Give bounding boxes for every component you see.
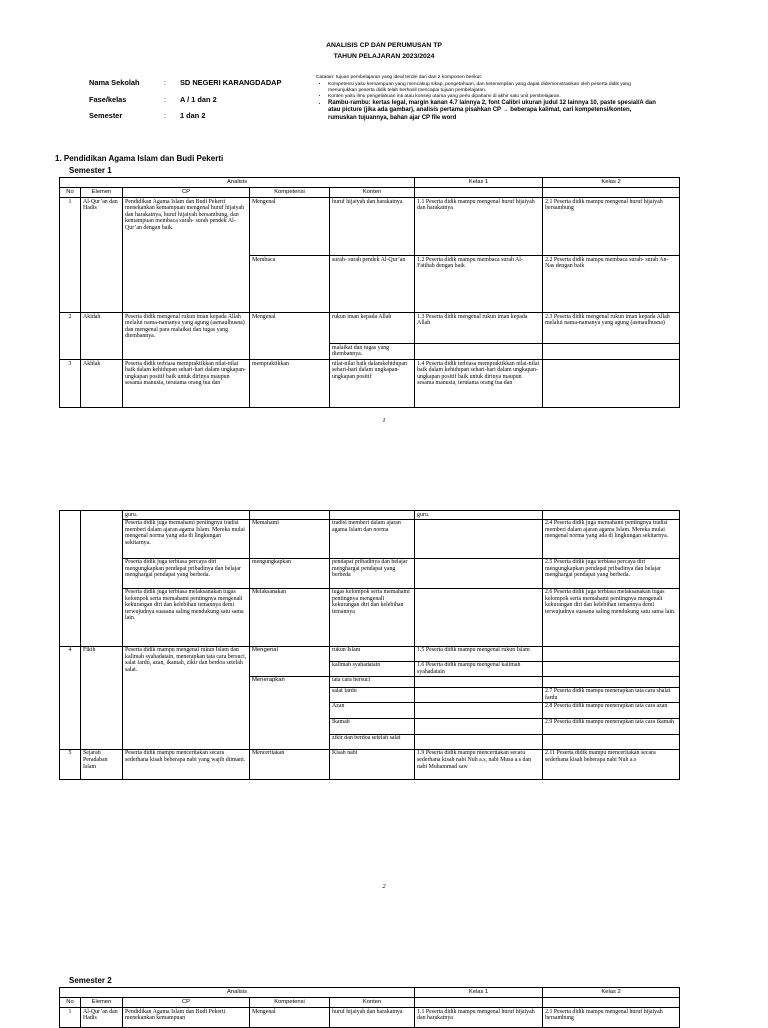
cp-analysis-table-page3	[59, 987, 680, 1028]
cp-analysis-table-page2	[59, 510, 680, 780]
cell-kelas-1	[415, 734, 543, 749]
section-heading: 1. Pendidikan Agama Islam dan Budi Pekerti	[55, 154, 224, 163]
header-kompetensi: Kompetensi	[250, 998, 330, 1008]
header-analisis: Analisis	[60, 178, 415, 188]
cell-no: 2	[60, 313, 81, 360]
header-konten: Konten	[330, 188, 415, 198]
cell-konten: huruf hijaiyah dan harakatnya	[330, 198, 415, 256]
cell-konten: malaikat dan tugas yang diembannya.	[330, 344, 415, 360]
cell-kelas-1: 1.6 Peserta didik mampu mengenal kalimah syahadatain	[415, 661, 543, 676]
cell-konten: zikir dan berdoa setelah salat	[330, 734, 415, 749]
cell-kelas-1: 1.9 Peserta didik mampu menceritakan secara sederhana kisah nabi Nuh a.s, nabi Musa a.s dan nabi Muhammad saw	[415, 749, 543, 779]
notes-item: • Konten yaitu ilmu pengetahuan inti atau konsep utama yang perlu dipahami di akhir satu unit pembelajaran.	[328, 94, 656, 100]
cell-kelas-2: 2.7 Peserta didik mampu menerapkan tata cara shalat fardu	[543, 687, 680, 702]
table-row	[60, 749, 680, 779]
notes-list	[316, 82, 656, 122]
cell-cp: Peserta didik mengenal rukun iman kepada Allah melalui nama-namanya yang agung (asmaulhusna) dan mengenal para malaikat dan tugas yang diembannya.	[123, 313, 250, 360]
cell-konten: rukun Islam	[330, 646, 415, 661]
cell-kelas-1	[415, 702, 543, 718]
info-label-semester: Semester	[89, 111, 123, 120]
cell-kompetensi: Memahami	[250, 519, 330, 558]
semester-2-label: Semester 2	[69, 976, 112, 985]
page-number: 2	[382, 883, 386, 890]
table-row	[60, 313, 680, 344]
table-row	[60, 519, 680, 558]
cell-no: 1	[60, 1008, 81, 1028]
semester-1-label: Semester 1	[69, 166, 112, 175]
cell-cp: guru.	[123, 511, 250, 520]
cell-kelas-1	[415, 718, 543, 734]
cell-konten: Ikamah	[330, 718, 415, 734]
info-label-phase: Fase/kelas	[89, 95, 127, 104]
cell-kelas-2: 2.11 Peserta didik mampu menceritakan secara sederhana kisah beberapa nabi Nuh a.s	[543, 749, 680, 779]
cell-kelas-1	[415, 687, 543, 702]
document-year: TAHUN PELAJARAN 2023/2024	[333, 53, 435, 60]
cell-kelas-2: 2.1 Peserta didik mampu mengenal huruf hijaiyah bersambung	[543, 198, 680, 256]
cell-kompetensi: Mengenal	[250, 198, 330, 256]
cell-kelas-2	[543, 661, 680, 676]
cell-kelas-1	[415, 676, 543, 687]
table-row	[60, 646, 680, 661]
cell-konten: tradisi memberi dalam ajaran agama Islam dan norma	[330, 519, 415, 558]
cell-kelas-1: 1.5 Peserta didik mampu mengenal rukun Islam	[415, 646, 543, 661]
cell-konten: salat fardu	[330, 687, 415, 702]
cell-cp: Peserta didik mampu mengenal rukun Islam dan kalimah syahadatain, menerapkan tata cara bersuci, salat fardu, azan, ikamah, zikir dan berdoa setelah salat.	[123, 646, 250, 749]
header-kelas-1: Kelas 1	[415, 988, 543, 998]
cell-kelas-2: 2.3 Peserta didik mengenal rukun iman kepada Allah melalui nama-namanya yang agung (asmaulhusna)	[543, 313, 680, 344]
cell-kelas-2: 2.5 Peserta didik juga terbiasa percaya diri mengungkapkan pendapat pribadinya dan belajar menghargai pendapat yang berbeda.	[543, 558, 680, 588]
notes-item: • Rambu-rambu: kertas legal, margin kanan 4.7 lainnya 2, font Calibri ukuran judul 12 lainnya 10, paste spesial/A dan atau picture (jika ada gambar), analisis pertama pisahkan CP → beberapa kalimat, cari kompetensi/konten, rumuskan tujuannya, bahan ajar CP file word	[328, 100, 656, 122]
table-row	[60, 558, 680, 588]
cell-konten: huruf hijaiyah dan harakatnya	[330, 1008, 415, 1028]
header-kompetensi: Kompetensi	[250, 188, 330, 198]
table-row	[60, 588, 680, 646]
cell-kelas-1: 1.2 Peserta didik mampu membaca surah Al-Fatihah dengan baik	[415, 256, 543, 313]
cell-kompetensi: mempraktikkan	[250, 360, 330, 408]
cell-kelas-1: 1.1 Peserta didik mampu mengenal huruf hijaiyah dan harakatnya	[415, 198, 543, 256]
header-kelas-2: Kelas 2	[543, 988, 680, 998]
header-analisis: Analisis	[60, 988, 415, 998]
cell-elemen: Fikih	[81, 646, 123, 749]
cell-cp: Peserta didik terbiasa mempraktikkan nilai-nilai baik dalam kehidupan sehari-hari dalam ungkapan-ungkapan positif baik untuk dirinya maupun sesama manusia, terutama orang tua dan	[123, 360, 250, 408]
header-konten: Konten	[330, 998, 415, 1008]
cell-kelas-2	[543, 646, 680, 661]
cell-kelas-2	[543, 734, 680, 749]
cell-kelas-2	[543, 676, 680, 687]
cell-cp: Peserta didik mampu menceritakan secara sederhana kisah beberapa nabi yang wajib diimani.	[123, 749, 250, 779]
header-no: No	[60, 998, 81, 1008]
cell-kompetensi: Mengenal	[250, 313, 330, 360]
cell-kelas-1: guru.	[415, 511, 543, 520]
notes-box	[316, 75, 656, 122]
cell-kelas-2: 2.9 Peserta didik mampu menerapkan tata cara ikamah	[543, 718, 680, 734]
cell-elemen: Akhlak	[81, 360, 123, 408]
header-no: No	[60, 188, 81, 198]
cell-kelas-1: 1.4 Peserta didik terbiasa mempraktikkan nilai-nilai baik dalam kehidupan sehari-hari dalam ungkapan-ungkapan positif baik untuk dirinya maupun sesama manusia, terutama orang tua dan	[415, 360, 543, 408]
cell-kompetensi: Melaksanakan	[250, 588, 330, 646]
cell-kelas-2: 2.2 Peserta didik mampu membaca surah- surah An-Nas dengan baik	[543, 256, 680, 313]
document-title: ANALISIS CP DAN PERUMUSAN TP	[326, 42, 442, 49]
header-kelas-1: Kelas 1	[415, 178, 543, 188]
cell-cp: Peserta didik juga terbiasa percaya diri mengungkapkan pendapat pribadinya dan belajar menghargai pendapat yang berbeda.	[123, 558, 250, 588]
cell-kelas-2: 2.8 Peserta didik mampu menerapkan tata cara azan	[543, 702, 680, 718]
cell-kelas-1: 1.3 Peserta didik mengenal rukun iman kepada Allah	[415, 313, 543, 344]
cell-kelas-2: 2.1 Peserta didik mampu mengenal huruf hijaiyah bersambung	[543, 1008, 680, 1028]
cell-cp: Pendidikan Agama Islam dan Budi Pekerti menekankan kemampuan	[123, 1008, 250, 1028]
info-colon: :	[164, 95, 167, 104]
cp-analysis-table-page1	[59, 177, 680, 408]
cell-elemen: Akidah	[81, 313, 123, 360]
cell-konten: Azan	[330, 702, 415, 718]
cell-konten: tugas kelompok serta memahami pentingnya mengenali kekurangan diri dan kelebihan temannya	[330, 588, 415, 646]
notes-item: • Kompetensi yaitu kemampuan yang mencakup sikap, pengetahuan, dan keterampilan yang dapat didemonstrasikan oleh peserta didik yang menunjukkan peserta didik telah berhasil mencapai tujuan pembelajaran.	[328, 82, 656, 94]
cell-konten: pendapat pribadinya dan belajar menghargai pendapat yang berbeda	[330, 558, 415, 588]
info-value-phase: A / 1 dan 2	[180, 95, 217, 104]
cell-no: 3	[60, 360, 81, 408]
table-row	[60, 1008, 680, 1028]
header-cp: CP	[123, 188, 250, 198]
header-elemen: Elemen	[81, 188, 123, 198]
cell-cp: Peserta didik juga memahami pentingnya tradisi memberi dalam ajaran agama Islam. Mereka mulai mengenal norma yang ada di lingkungan sekitarnya.	[123, 519, 250, 558]
info-value-school: SD NEGERI KARANGDADAP	[180, 78, 282, 87]
info-label-school: Nama Sekolah	[89, 78, 140, 87]
notes-intro: Catatan: tujuan pembelajaran yang ideal terdiri dari dari 2 komponen berikut:	[316, 75, 483, 80]
cell-cp: Pendidikan Agama Islam dan Budi Pekerti menekankan kemampuan mengenal huruf hijaiyah dan harakatnya, huruf hijaiyah bersambung, dan kemampuan membaca surah- surah pendek Al-Qur’an dengan baik.	[123, 198, 250, 313]
table-row	[60, 198, 680, 256]
page-number: 1	[382, 417, 386, 424]
cell-no: 1	[60, 198, 81, 313]
table-row	[60, 511, 680, 520]
cell-kelas-1: 1.1 Peserta didik mampu mengenal huruf hijaiyah dan harakatnya	[415, 1008, 543, 1028]
cell-kelas-2: 2.4 Peserta didik juga memahami pentingnya tradisi memberi dalam ajaran agama Islam. Mereka mulai mengenal norma yang ada di lingkungan sekitarnya.	[543, 519, 680, 558]
cell-kelas-2: 2.6 Peserta didik juga terbiasa melaksanakan tugas kelompok serta memahami pentingnya mengenali kekurangan diri dan kelebihan temannya demi terwujudnya suasana saling mendukung satu sama lain.	[543, 588, 680, 646]
info-value-semester: 1 dan 2	[180, 111, 206, 120]
cell-elemen: Al-Qur’an dan Hadis	[81, 198, 123, 313]
cell-konten: rukun iman kepada Allah	[330, 313, 415, 344]
cell-elemen: Sejarah Peradaban Islam	[81, 749, 123, 779]
cell-kompetensi: Menceritakan	[250, 749, 330, 779]
cell-kompetensi: Membaca	[250, 256, 330, 313]
cell-elemen: Al-Qur’an dan Hadis	[81, 1008, 123, 1028]
cell-konten: surah- surah pendek Al-Qur’an	[330, 256, 415, 313]
cell-konten: tata cara bersuci	[330, 676, 415, 687]
cell-kompetensi: mengungkapkan	[250, 558, 330, 588]
cell-kompetensi: Menerapkan	[250, 676, 330, 749]
info-colon: :	[164, 111, 167, 120]
cell-no: 5	[60, 749, 81, 779]
header-kelas-2: Kelas 2	[543, 178, 680, 188]
cell-kompetensi: Mengenal	[250, 646, 330, 676]
info-colon: :	[164, 78, 167, 87]
cell-konten: nilai-nilai baik dalamkehidupan sehari-hari dalam ungkapan-ungkapan positif	[330, 360, 415, 408]
header-cp: CP	[123, 998, 250, 1008]
cell-kompetensi: Mengenal	[250, 1008, 330, 1028]
cell-konten: Kisah nabi	[330, 749, 415, 779]
header-elemen: Elemen	[81, 998, 123, 1008]
table-row	[60, 360, 680, 408]
cell-konten: kalimah syahadatain	[330, 661, 415, 676]
cell-no: 4	[60, 646, 81, 749]
cell-cp: Peserta didik juga terbiasa melaksanakan tugas kelompok serta memahami pentingnya mengenali kekurangan diri dan kelebihan temannya demi terwujudnya suasana saling mendukung satu sama lain.	[123, 588, 250, 646]
